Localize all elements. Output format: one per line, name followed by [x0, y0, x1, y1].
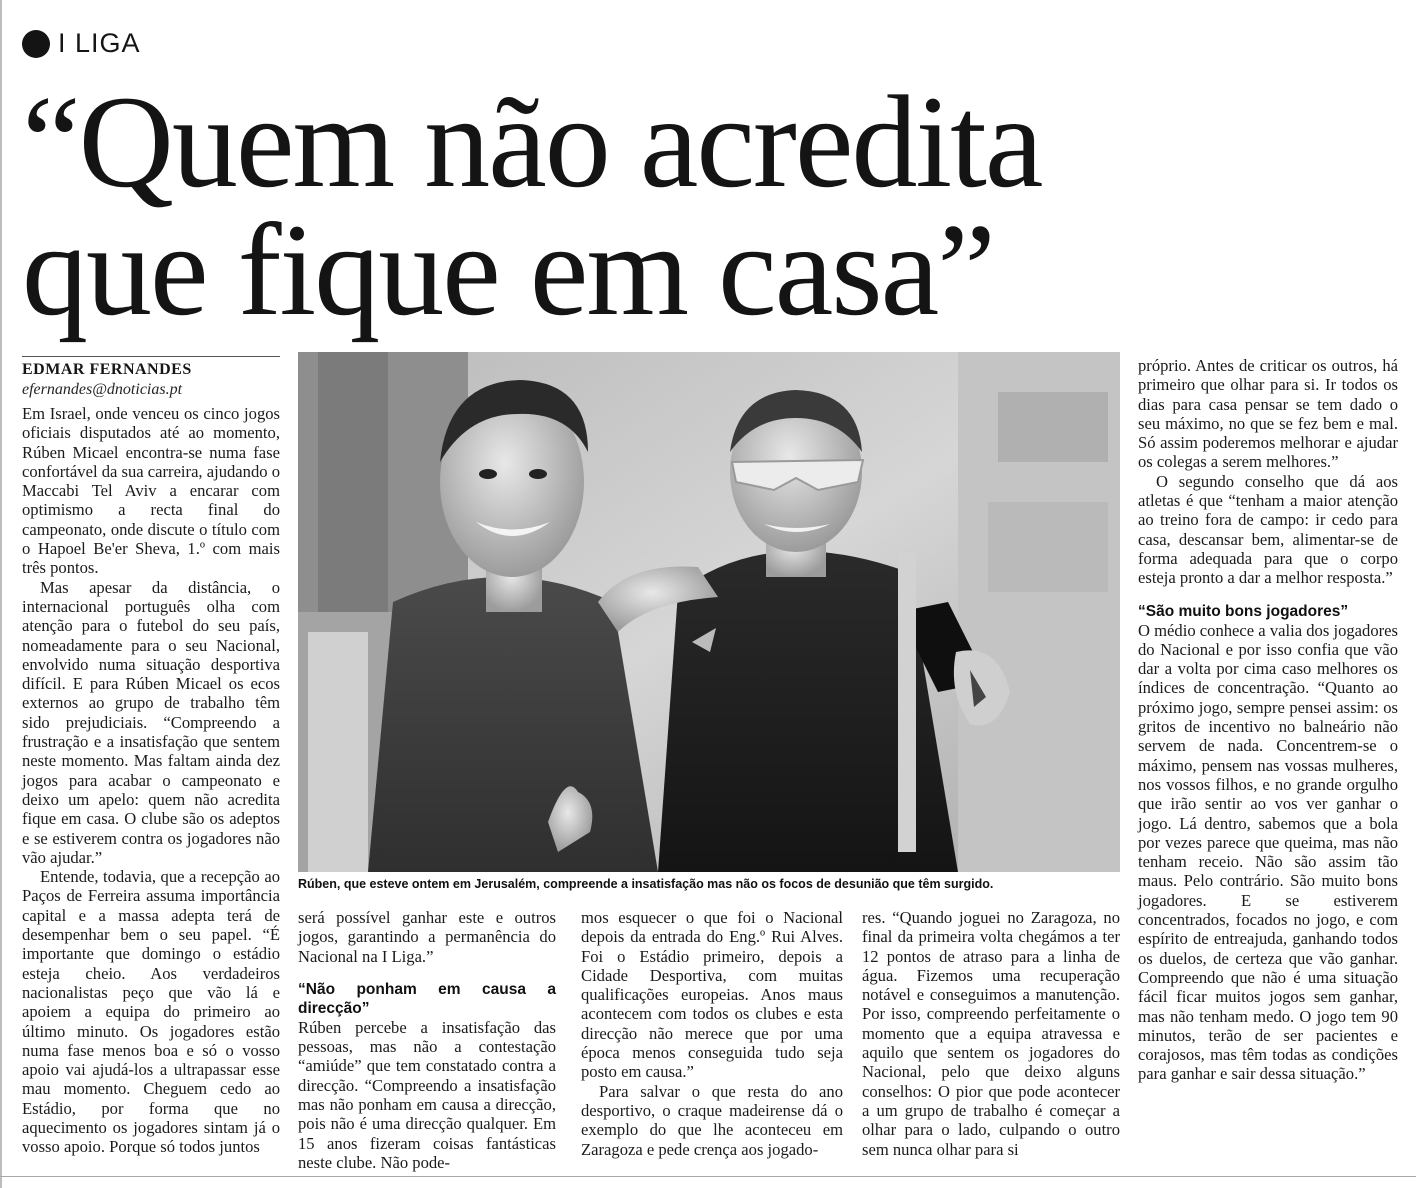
- paragraph: próprio. Antes de criticar os outros, há primeiro que olhar para si. Ir todos os dias para casa pensar se tem dado o seu máximo, no que se fez bem e mal. Só assim poderemos melhorar e ajudar os colegas a serem melhores.”: [1138, 356, 1398, 472]
- paragraph: O segundo conselho que dá aos atletas é que “tenham a maior atenção ao treino fora de campo: ir cedo para casa, descansar bem, alimentar-se de forma adequada para que o corpo esteja pronto a dar a melhor resposta.”: [1138, 471, 1398, 588]
- paragraph: O médio conhece a valia dos jogadores do Nacional e por isso confia que vão dar a volta por cima caso melhores os índices de concentração. “Quanto ao próximo jogo, sempre pensei assim: os gritos de incentivo no balneário não servem de nada. Concentrem-se o máximo, pensem nas vossas mulheres, nos vossos filhos, e no grande orgulho que irão sentir ao vos ver ganhar o jogo. Lá dentro, sabemos que a bola por vezes parece que queima, mas não tenham receio. Não são assim tão maus. Pelo contrário. São muito bons jogadores. E se estiverem concentrados, focados no jogo, e com espírito de entreajuda, ganhando todos os duelos, de certeza que vão ganhar. Compreendo que não é uma situação fácil ficar muitos jogos sem ganhar, mas não tenham medo. O jogo tem 90 minutos, terão de ser pacientes e corajosos, mas têm todas as condições para ganhar e sair dessa situação.”: [1138, 620, 1398, 1084]
- headline-line-1: “Quem não acredita: [22, 68, 1042, 215]
- byline: [22, 356, 280, 399]
- paragraph: Mas apesar da distância, o internacional português olha com atenção para o futebol do seu país, nomeadamente para o seu Nacional, envolvido numa situação desportiva difícil. E para Rúben Micael os ecos externos ao grupo de trabalho têm sido prejudiciais. “Compreendo a frustração e a insatisfação que sentem neste momento. Mas faltam ainda dez jogos para acabar o campeonato e deixo um apelo: quem não acredita fique em casa. O clube são os adeptos e se estiverem contra os jogadores não vão ajudar.”: [22, 577, 280, 867]
- paragraph: Em Israel, onde venceu os cinco jogos oficiais disputados até ao momento, Rúben Micael encontra-se numa fase confortável da sua carreira, ajudando o Maccabi Tel Aviv a encarar com optimismo a recta final do campeonato, onde discute o título com o Hapoel Be'er Sheva, 1.º com mais três pontos.: [22, 404, 280, 578]
- section-label: I LIGA: [58, 28, 141, 58]
- headline-line-2: que fique em casa”: [22, 196, 994, 343]
- section-tag: [22, 28, 141, 59]
- article-photo: [298, 352, 1120, 872]
- photo-caption: Rúben, que esteve ontem em Jerusalém, compreende a insatisfação mas não os focos de desunião que têm surgido.: [298, 877, 994, 891]
- photo-illustration: [298, 352, 1120, 872]
- byline-author: EDMAR FERNANDES: [22, 361, 192, 378]
- subheading: “São muito bons jogadores”: [1138, 602, 1349, 620]
- subheading: “Não ponham em causa a direcção”: [298, 980, 556, 1017]
- bullet-dot-icon: [22, 30, 50, 58]
- paragraph: mos esquecer o que foi o Nacional depois da entrada do Eng.º Rui Alves. Foi o Estádio primeiro, depois a Cidade Desportiva, com muitas qualificações europeias. Anos maus acontecem com todos os clubes e esta direcção não merece que por uma época menos conseguida tudo seja posto em causa.”: [581, 908, 843, 1082]
- byline-email: efernandes@dnoticias.pt: [22, 381, 183, 398]
- article-column-5: [1138, 356, 1398, 1084]
- paragraph: Entende, todavia, que a recepção ao Paços de Ferreira assuma importância capital e a massa adepta terá de desempenhar bem o seu papel. “É importante que domingo o estádio esteja cheio. Aos verdadeiros nacionalistas peço que vão lá e apoiem a equipa do primeiro ao último minuto. Os jogadores estão numa fase menos boa e só o vosso apoio vai ajudá-los a ultrapassar esse mau momento. Cheguem cedo ao Estádio, por forma que no aquecimento os jogadores sintam já o vosso apoio. Porque só todos juntos: [22, 867, 280, 1157]
- paragraph: Rúben percebe a insatisfação das pessoas, mas não a contestação “amiúde” que tem constatado contra a direcção. “Compreendo a insatisfação mas não ponham em causa a direcção, pois não é uma direcção qualquer. Em 15 anos fizeram coisas fantásticas neste clube. Não pode-: [298, 1017, 556, 1172]
- headline: [22, 68, 1122, 343]
- paragraph: res. “Quando joguei no Zaragoza, no final da primeira volta chegámos a ter 12 pontos de atraso para a linha de água. Fizemos uma recuperação notável e conseguimos a manutenção. Por isso, compreendo perfeitamente o momento que a equipa atravessa e aquilo que sentem os jogadores do Nacional, pelo que deixo alguns conselhos: O pior que pode acontecer a um grupo de trabalho é começar a olhar para o lado, culpando o outro sem nunca olhar para si: [862, 908, 1120, 1159]
- article-column-3: [581, 908, 843, 1159]
- paragraph: Para salvar o que resta do ano desportivo, o craque madeirense dá o exemplo do que lhe aconteceu em Zaragoza e pede crença aos jogado-: [581, 1081, 843, 1159]
- article-column-2: [298, 908, 556, 1172]
- bottom-rule: [0, 1176, 1416, 1177]
- paragraph: será possível ganhar este e outros jogos, garantindo a permanência do Nacional na I Liga.”: [298, 908, 556, 966]
- article-column-1: [22, 404, 280, 1157]
- article-column-4: [862, 908, 1120, 1159]
